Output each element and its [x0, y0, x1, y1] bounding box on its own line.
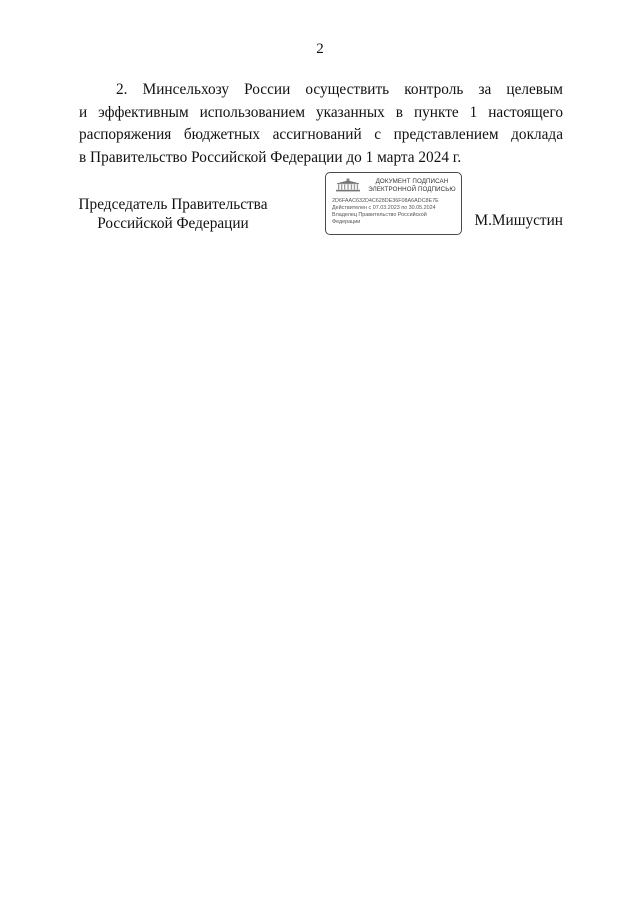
paragraph-line: распоряжения бюджетных ассигнований с представлением доклада	[79, 126, 563, 143]
signatory-title-line: Председатель Правительства	[78, 196, 268, 213]
signatory-title	[72, 195, 274, 233]
electronic-signature-stamp	[325, 172, 462, 235]
paragraph-line: и эффективным использованием указанных в пункте 1 настоящего	[79, 103, 563, 121]
page-number: 2	[316, 41, 324, 57]
stamp-header	[366, 178, 458, 193]
signatory-title-line: Российской Федерации	[97, 215, 249, 232]
stamp-details	[332, 198, 460, 226]
stamp-header-line: ДОКУМЕНТ ПОДПИСАН	[375, 178, 449, 185]
stamp-header-line: ЭЛЕКТРОННОЙ ПОДПИСЬЮ	[368, 185, 456, 193]
signer-name: М.Мишустин	[474, 212, 563, 229]
government-building-icon	[335, 178, 361, 192]
paragraph-line: в Правительство Российской Федерации до 1 марта 2024 г.	[79, 148, 462, 166]
stamp-owner: Федерации	[332, 218, 361, 225]
body-paragraph	[79, 79, 563, 169]
paragraph-line: 2. Минсельхозу России осуществить контроль за целевым	[116, 81, 563, 98]
stamp-certificate: 2D6FAAC632D4C628DE36F08A6ADC8E7E	[332, 198, 439, 204]
stamp-validity: Действителен с 07.03.2023 по 30.05.2024	[332, 204, 436, 211]
stamp-owner: Владелец Правительство Российской	[332, 211, 427, 218]
